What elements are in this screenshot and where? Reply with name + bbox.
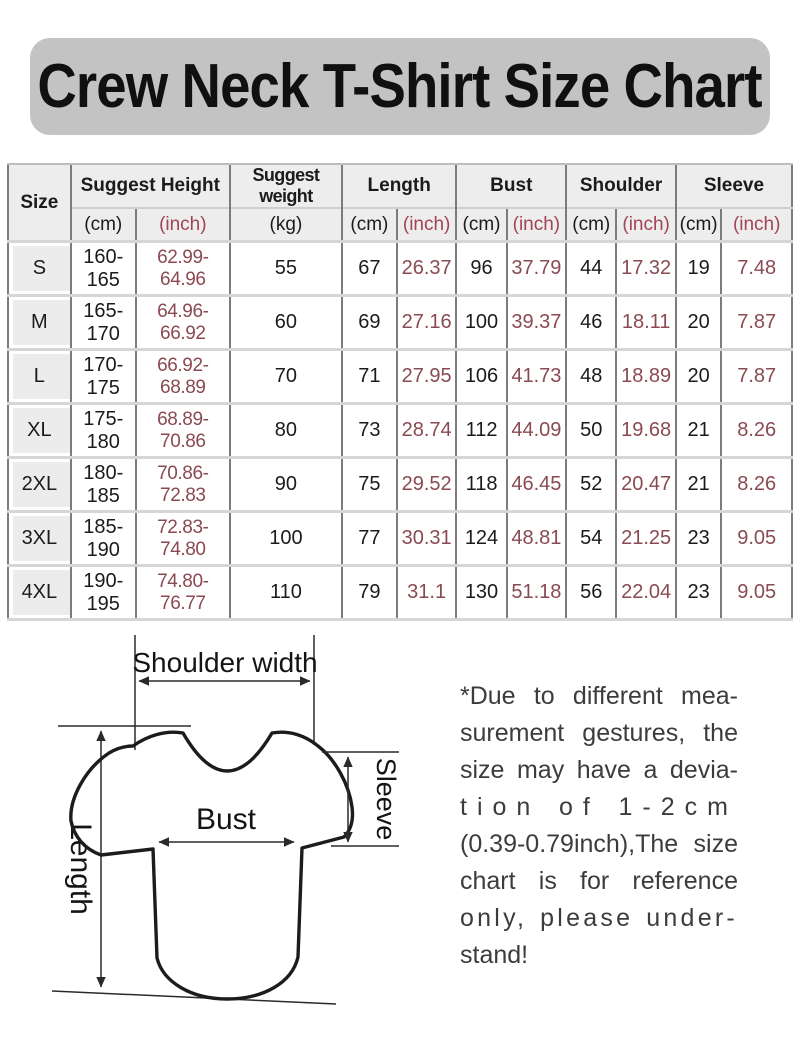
table-cell: 79 (342, 566, 397, 620)
table-cell: 30.31 (397, 512, 457, 566)
table-cell: 100 (230, 512, 342, 566)
size-table-header (8, 164, 792, 242)
table-cell: 70 (230, 350, 342, 404)
header-length: Length (342, 164, 456, 208)
unit-height-inch: (inch) (136, 208, 230, 242)
table-cell: 64.96-66.92 (136, 296, 230, 350)
unit-length-cm: (cm) (342, 208, 397, 242)
table-cell: 23 (676, 512, 721, 566)
size-cell: S (8, 242, 71, 296)
table-cell: 71 (342, 350, 397, 404)
table-cell: 70.86-72.83 (136, 458, 230, 512)
header-sleeve: Sleeve (676, 164, 792, 208)
header-size: Size (8, 164, 71, 242)
table-cell: 77 (342, 512, 397, 566)
header-suggest-height: Suggest Height (71, 164, 230, 208)
note-line: chart is for reference (460, 867, 738, 895)
table-cell: 44 (566, 242, 616, 296)
note-line: (0.39-0.79inch),The size (460, 830, 738, 858)
table-cell: 50 (566, 404, 616, 458)
page-title: Crew Neck T-Shirt Size Chart (37, 52, 763, 121)
table-row (8, 242, 792, 296)
note-line: tion of 1-2cm (460, 793, 738, 821)
size-cell: 2XL (8, 458, 71, 512)
table-cell: 66.92-68.89 (136, 350, 230, 404)
table-cell: 52 (566, 458, 616, 512)
table-row (8, 566, 792, 620)
table-cell: 56 (566, 566, 616, 620)
table-cell: 19.68 (616, 404, 676, 458)
unit-shoulder-inch: (inch) (616, 208, 676, 242)
table-cell: 118 (456, 458, 506, 512)
table-cell: 20 (676, 350, 721, 404)
size-cell: M (8, 296, 71, 350)
table-cell: 130 (456, 566, 506, 620)
size-cell: XL (8, 404, 71, 458)
note-line: only, please under- (460, 904, 738, 932)
table-cell: 21.25 (616, 512, 676, 566)
table-cell: 124 (456, 512, 506, 566)
tshirt-outline (71, 732, 353, 999)
table-cell: 7.87 (721, 296, 792, 350)
unit-weight-kg: (kg) (230, 208, 342, 242)
table-cell: 110 (230, 566, 342, 620)
unit-sleeve-cm: (cm) (676, 208, 721, 242)
table-cell: 17.32 (616, 242, 676, 296)
bust-label: Bust (195, 803, 257, 836)
table-cell: 39.37 (507, 296, 567, 350)
table-cell: 62.99-64.96 (136, 242, 230, 296)
shoulder-width-label: Shoulder width (132, 647, 318, 678)
header-shoulder: Shoulder (566, 164, 676, 208)
table-cell: 185-190 (71, 512, 136, 566)
table-cell: 21 (676, 458, 721, 512)
size-cell: L (8, 350, 71, 404)
table-cell: 46.45 (507, 458, 567, 512)
table-cell: 20.47 (616, 458, 676, 512)
sleeve-label: Sleeve (371, 757, 401, 841)
table-cell: 27.16 (397, 296, 457, 350)
table-cell: 8.26 (721, 458, 792, 512)
table-cell: 60 (230, 296, 342, 350)
table-cell: 165-170 (71, 296, 136, 350)
table-cell: 7.48 (721, 242, 792, 296)
table-cell: 90 (230, 458, 342, 512)
table-cell: 21 (676, 404, 721, 458)
table-cell: 74.80-76.77 (136, 566, 230, 620)
table-cell: 69 (342, 296, 397, 350)
table-cell: 80 (230, 404, 342, 458)
table-cell: 67 (342, 242, 397, 296)
table-cell: 28.74 (397, 404, 457, 458)
table-cell: 48.81 (507, 512, 567, 566)
table-cell: 51.18 (507, 566, 567, 620)
table-cell: 22.04 (616, 566, 676, 620)
note-line: size may have a devia- (460, 756, 738, 784)
length-label: Length (64, 823, 97, 915)
table-cell: 9.05 (721, 566, 792, 620)
table-cell: 75 (342, 458, 397, 512)
table-row (8, 296, 792, 350)
table-cell: 19 (676, 242, 721, 296)
unit-sleeve-inch: (inch) (721, 208, 792, 242)
table-cell: 26.37 (397, 242, 457, 296)
table-cell: 29.52 (397, 458, 457, 512)
table-cell: 20 (676, 296, 721, 350)
table-cell: 55 (230, 242, 342, 296)
size-cell: 3XL (8, 512, 71, 566)
table-cell: 18.89 (616, 350, 676, 404)
table-row (8, 458, 792, 512)
table-cell: 68.89-70.86 (136, 404, 230, 458)
table-row (8, 350, 792, 404)
note-line: *Due to different mea- (460, 682, 738, 710)
unit-height-cm: (cm) (71, 208, 136, 242)
table-cell: 23 (676, 566, 721, 620)
table-cell: 9.05 (721, 512, 792, 566)
table-cell: 73 (342, 404, 397, 458)
table-cell: 170-175 (71, 350, 136, 404)
table-cell: 41.73 (507, 350, 567, 404)
note-line: stand! (460, 941, 529, 969)
table-row (8, 404, 792, 458)
disclaimer-note (460, 678, 738, 974)
header-bust: Bust (456, 164, 566, 208)
table-cell: 18.11 (616, 296, 676, 350)
tshirt-diagram (25, 628, 455, 1040)
table-cell: 8.26 (721, 404, 792, 458)
table-cell: 96 (456, 242, 506, 296)
table-cell: 54 (566, 512, 616, 566)
table-cell: 175-180 (71, 404, 136, 458)
table-cell: 190-195 (71, 566, 136, 620)
table-cell: 106 (456, 350, 506, 404)
table-cell: 37.79 (507, 242, 567, 296)
unit-bust-inch: (inch) (507, 208, 567, 242)
table-cell: 72.83-74.80 (136, 512, 230, 566)
table-cell: 180-185 (71, 458, 136, 512)
table-cell: 112 (456, 404, 506, 458)
unit-length-inch: (inch) (397, 208, 457, 242)
title-banner (30, 38, 770, 135)
table-cell: 31.1 (397, 566, 457, 620)
table-cell: 100 (456, 296, 506, 350)
table-cell: 160-165 (71, 242, 136, 296)
size-cell: 4XL (8, 566, 71, 620)
unit-shoulder-cm: (cm) (566, 208, 616, 242)
size-table (7, 163, 793, 621)
table-cell: 48 (566, 350, 616, 404)
unit-bust-cm: (cm) (456, 208, 506, 242)
note-line: surement gestures, the (460, 719, 738, 747)
table-cell: 27.95 (397, 350, 457, 404)
header-suggest-weight: Suggest weight (230, 164, 342, 208)
size-table-body (8, 242, 792, 620)
table-cell: 46 (566, 296, 616, 350)
table-row (8, 512, 792, 566)
table-cell: 7.87 (721, 350, 792, 404)
table-cell: 44.09 (507, 404, 567, 458)
